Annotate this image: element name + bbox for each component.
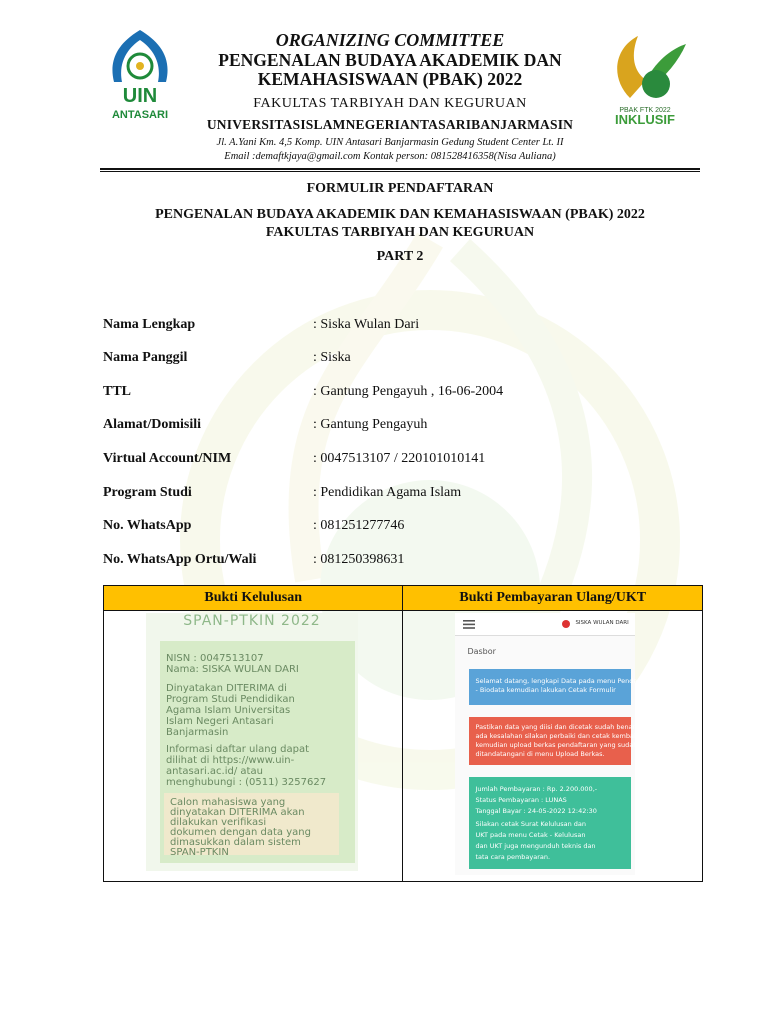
field-value: : 0047513107 / 220101010141 — [313, 451, 486, 466]
note-line3: dilakukan verifikasi — [170, 817, 267, 828]
field-value: : Siska Wulan Dari — [313, 317, 420, 332]
university-heading: UNIVERSITASISLAMNEGERIANTASARIBANJARMASIN — [206, 117, 574, 132]
field-label: No. WhatsApp Ortu/Wali — [103, 552, 257, 567]
svg-text:INKLUSIF: INKLUSIF — [615, 112, 675, 127]
field-value: : 081250398631 — [313, 552, 405, 567]
nisn-line: NISN : 0047513107 — [166, 653, 264, 664]
proof-header-pembayaran: Bukti Pembayaran Ulang/UKT — [403, 586, 703, 611]
event-title-line1: PENGENALAN BUDAYA AKADEMIK DAN KEMAHASISWAAN (PBAK) 2022 — [155, 207, 645, 222]
proof-cell-kelulusan — [104, 611, 403, 882]
uin-antasari-logo — [100, 28, 180, 128]
blue-line1: Selamat datang, lengkapi Data pada menu Pendaftaran — [475, 677, 657, 685]
name-line: Nama: SISKA WULAN DARI — [166, 664, 299, 675]
field-label: No. WhatsApp — [103, 518, 192, 533]
red-line1: Pastikan data yang diisi dan dicetak sudah benar. Jika — [475, 723, 651, 731]
event-name-line1: PENGENALAN BUDAYA AKADEMIK DAN — [218, 50, 562, 70]
green-line6: dan UKT juga mengunduh teknis dan — [475, 842, 596, 850]
svg-text:UIN: UIN — [122, 85, 158, 107]
note-line2: dinyatakan DITERIMA akan — [170, 807, 305, 818]
event-title — [100, 206, 700, 242]
field-value: : Pendidikan Agama Islam — [313, 485, 462, 500]
note-line1: Calon mahasiswa yang — [170, 797, 286, 808]
field-value: : Siska — [313, 350, 351, 365]
green-line7: tata cara pembayaran. — [475, 853, 551, 861]
part-title: PART 2 — [376, 249, 424, 264]
proof-cell-pembayaran — [403, 611, 703, 882]
blue-line2: - Biodata kemudian lakukan Cetak Formulir — [475, 686, 616, 694]
payment-status: Status Pembayaran : LUNAS — [475, 796, 567, 804]
payment-screenshot — [455, 613, 657, 875]
result-line5: Banjarmasin — [166, 727, 229, 738]
red-line2: ada kesalahan silakan perbaiki dan cetak kembali — [475, 732, 638, 740]
avatar-icon — [561, 619, 571, 629]
result-line3: Agama Islam Universitas — [166, 705, 291, 716]
faculty-heading: FAKULTAS TARBIYAH DAN KEGURUAN — [253, 96, 527, 111]
contact-line: Email :demaftkjaya@gmail.com Kontak person: 081528416358(Nisa Auliana) — [224, 151, 556, 162]
menu-icon — [463, 620, 475, 629]
field-value: : Gantung Pengayuh — [313, 417, 428, 432]
event-name-heading — [180, 51, 600, 89]
payment-amount: Jumlah Pembayaran : Rp. 2.200.000,- — [475, 785, 598, 793]
header-divider-thin — [100, 171, 700, 172]
red-line4: ditandatangani di menu Upload Berkas. — [475, 750, 605, 758]
field-label: Virtual Account/NIM — [103, 451, 232, 466]
info-box-blue — [469, 669, 657, 705]
info-line3: antasari.ac.id/ atau — [166, 766, 263, 777]
proof-header-kelulusan: Bukti Kelulusan — [104, 586, 403, 611]
field-label: Nama Panggil — [103, 350, 188, 365]
payment-date: Tanggal Bayar : 24-05-2022 12:42:30 — [475, 807, 597, 815]
info-line4: menghubungi : (0511) 3257627 — [166, 777, 327, 788]
portal-top-bar — [455, 613, 635, 636]
field-label: TTL — [103, 384, 132, 399]
result-line1: Dinyatakan DITERIMA di — [166, 683, 287, 694]
form-title: FORMULIR PENDAFTARAN — [306, 181, 494, 196]
event-name-line2: KEMAHASISWAAN (PBAK) 2022 — [257, 69, 523, 89]
dashboard-label: Dasbor — [467, 647, 496, 656]
event-title-line2: FAKULTAS TARBIYAH DAN KEGURUAN — [265, 225, 535, 240]
red-line3: kemudian upload berkas pendaftaran yang sudah — [475, 741, 638, 749]
proof-table — [103, 585, 703, 882]
green-line4: Silakan cetak Surat Kelulusan dan — [475, 820, 587, 828]
organizing-committee-heading: ORGANIZING COMMITTEE — [275, 30, 505, 50]
portal-user-name: SISKA WULAN DARI — [575, 620, 629, 626]
svg-text:ANTASARI: ANTASARI — [111, 109, 169, 121]
span-ptkin-screenshot — [146, 613, 358, 871]
field-value: : Gantung Pengayuh , 16-06-2004 — [313, 384, 504, 399]
result-line4: Islam Negeri Antasari — [166, 716, 274, 727]
address-line: Jl. A.Yani Km. 4,5 Komp. UIN Antasari Banjarmasin Gedung Student Center Lt. II — [216, 137, 564, 148]
result-line2: Program Studi Pendidikan — [166, 694, 295, 705]
note-line4: dokumen dengan data yang — [170, 827, 311, 838]
info-line2: dilihat di https://www.uin- — [166, 755, 295, 766]
svg-text:PBAK FTK 2022: PBAK FTK 2022 — [619, 107, 671, 114]
note-line6: SPAN-PTKIN — [170, 847, 229, 858]
note-line5: dimasukkan dalam sistem — [170, 837, 301, 848]
span-ptkin-heading: SPAN-PTKIN 2022 — [183, 613, 321, 629]
info-box-red — [469, 717, 651, 765]
info-line1: Informasi daftar ulang dapat — [166, 744, 310, 755]
field-value: : 081251277746 — [313, 518, 405, 533]
pbak-inklusif-logo — [600, 28, 690, 128]
header-divider-thick — [100, 168, 700, 170]
info-box-green — [469, 777, 631, 869]
green-line5: UKT pada menu Cetak - Kelulusan — [475, 831, 586, 839]
field-label: Program Studi — [103, 485, 192, 500]
field-label: Alamat/Domisili — [103, 417, 201, 432]
field-label: Nama Lengkap — [103, 317, 196, 332]
